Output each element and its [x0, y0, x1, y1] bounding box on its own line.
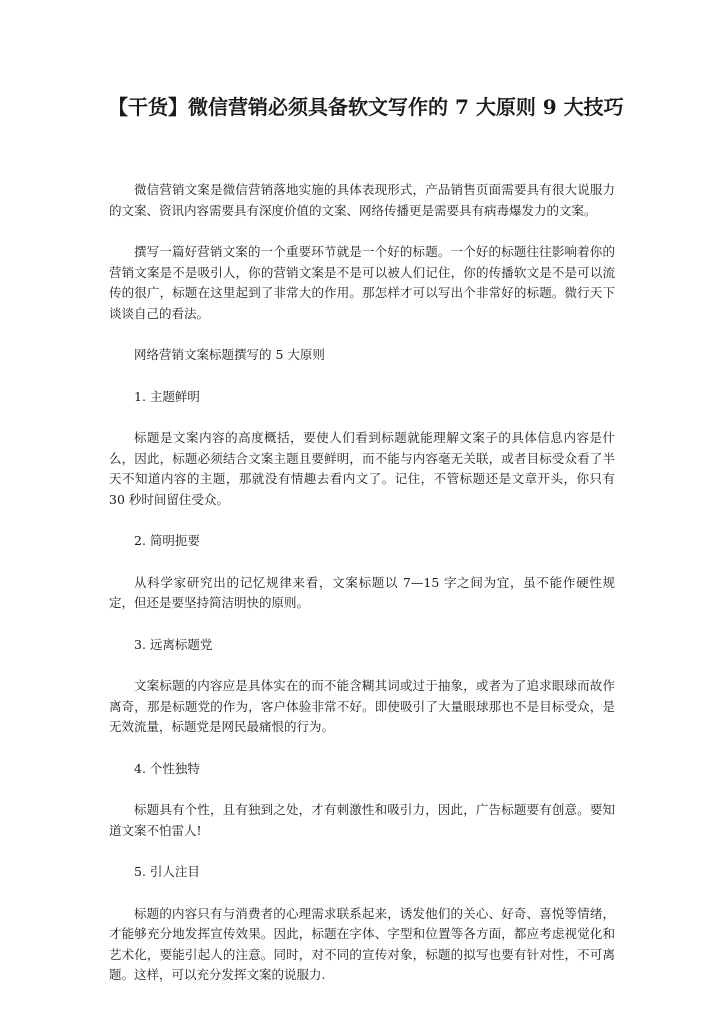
document-body: [109, 180, 615, 1007]
principle-1-text: 标题是文案内容的高度概括，要使人们看到标题就能理解文案子的具体信息内容是什么，因此，标题必须结合文案主题且要鲜明，而不能与内容毫无关联，或者目标受众看了半天不知道内容的主题，那就没有情趣去看内文了。记住，不管标题还是文章开头，你只有 30 秒时间留住受众。: [109, 430, 615, 507]
section-heading: 网络营销文案标题撰写的 5 大原则: [134, 347, 325, 362]
principle-3-text: 文案标题的内容应是具体实在的而不能含糊其词或过于抽象，或者为了追求眼球而故作离奇，那是标题党的作为，客户体验非常不好。即使吸引了大量眼球那也不是目标受众，是无效流量，标题党是网民最痛恨的行为。: [109, 678, 615, 734]
principle-4-heading: 4. 个性独特: [134, 760, 200, 776]
principle-3-heading: 3. 远离标题党: [134, 636, 213, 652]
intro-paragraph-2: 撰写一篇好营销文案的一个重要环节就是一个好的标题。一个好的标题往往影响着你的营销文案是不是吸引人，你的营销文案是不是可以被人们记住，你的传播软文是不是可以流传的很广，标题在这里起到了非常大的作用。那怎样才可以写出个非常好的标题。微行天下谈谈自己的看法。: [109, 244, 615, 321]
intro-paragraph-1: 微信营销文案是微信营销落地实施的具体表现形式，产品销售页面需要具有很大说服力的文案、资讯内容需要具有深度价值的文案、网络传播更是需要具有病毒爆发力的文案。: [109, 182, 615, 218]
principle-4-text: 标题具有个性，且有独到之处，才有刺激性和吸引力，因此，广告标题要有创意。要知道文案不怕雷人!: [109, 802, 615, 838]
document-title: 【干货】微信营销必须具备软文写作的 7 大原则 9 大技巧: [108, 95, 624, 119]
principle-2-text: 从科学家研究出的记忆规律来看，文案标题以 7—15 字之间为宜，虽不能作硬性规定，但还是要坚持简洁明快的原则。: [109, 574, 615, 610]
principle-5-heading: 5. 引人注目: [134, 864, 200, 879]
principle-1-heading: 1. 主题鲜明: [134, 388, 200, 404]
principle-2-heading: 2. 简明扼要: [134, 533, 200, 548]
principle-5-text: 标题的内容只有与消费者的心理需求联系起来，诱发他们的关心、好奇、喜悦等情绪，才能够充分地发挥宣传效果。因此，标题在字体、字型和位置等各方面，都应考虑视觉化和艺术化，要能引起人的注意。同时，对不同的宣传对象，标题的拟写也要有针对性，不可离题。这样，可以充分发挥文案的说服力.: [109, 905, 615, 982]
